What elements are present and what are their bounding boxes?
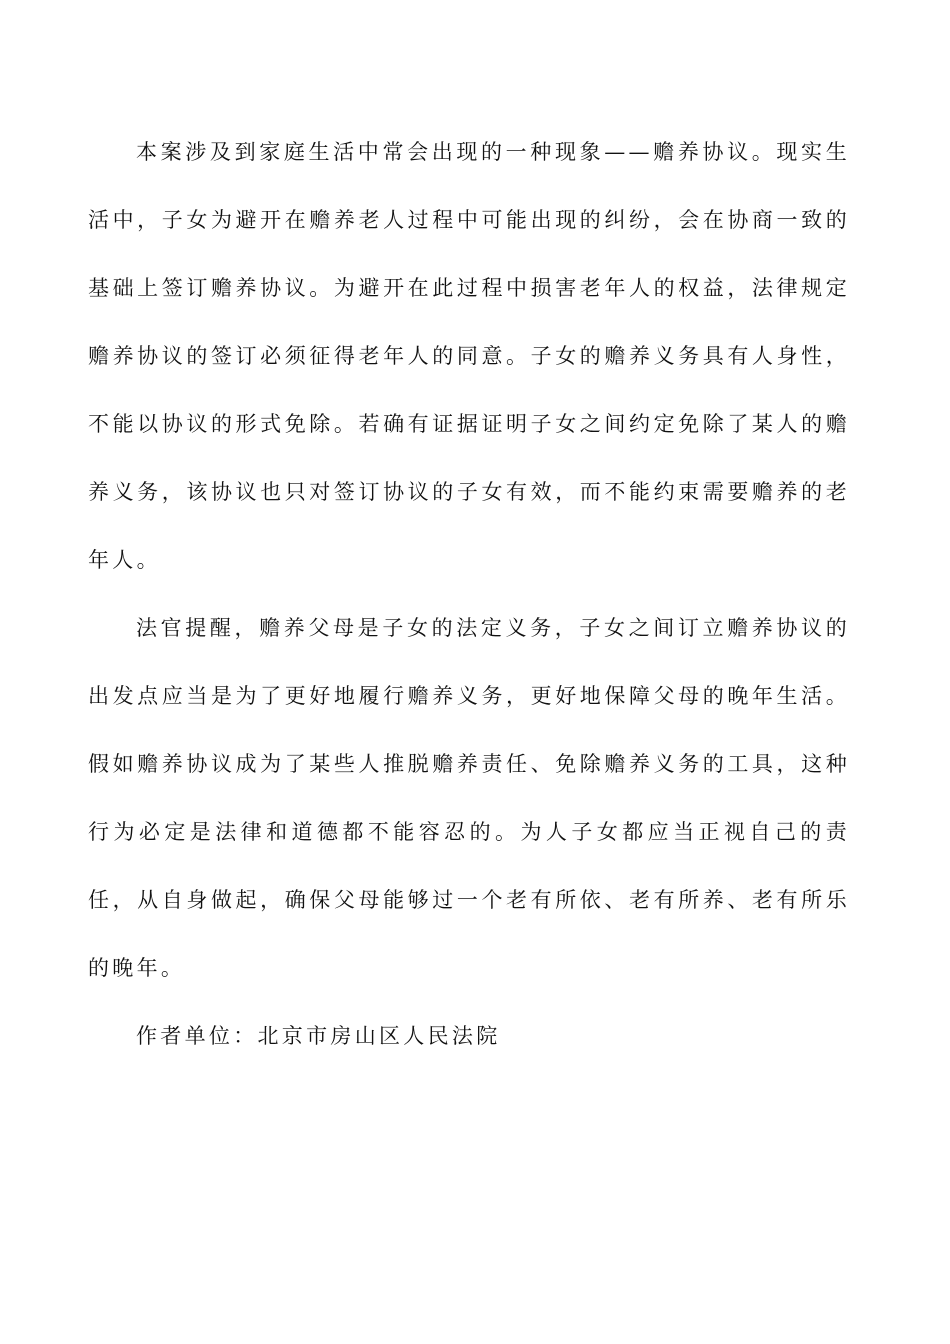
document-body — [88, 118, 850, 1070]
paragraph-judge-reminder: 法官提醒，赡养父母是子女的法定义务，子女之间订立赡养协议的出发点应当是为了更好地履行赡养义务，更好地保障父母的晚年生活。假如赡养协议成为了某些人推脱赡养责任、免除赡养义务的工具，这种行为必定是法律和道德都不能容忍的。为人子女都应当正视自己的责任，从自身做起，确保父母能够过一个老有所依、老有所养、老有所乐的晚年。 — [88, 616, 850, 980]
author-unit: 作者单位：北京市房山区人民法院 — [136, 1024, 501, 1048]
paragraph-maintenance-agreement: 本案涉及到家庭生活中常会出现的一种现象——赡养协议。现实生活中，子女为避开在赡养老人过程中可能出现的纠纷，会在协商一致的基础上签订赡养协议。为避开在此过程中损害老年人的权益，法律规定赡养协议的签订必须征得老年人的同意。子女的赡养义务具有人身性，不能以协议的形式免除。若确有证据证明子女之间约定免除了某人的赡养义务，该协议也只对签订协议的子女有效，而不能约束需要赡养的老年人。 — [88, 140, 850, 572]
